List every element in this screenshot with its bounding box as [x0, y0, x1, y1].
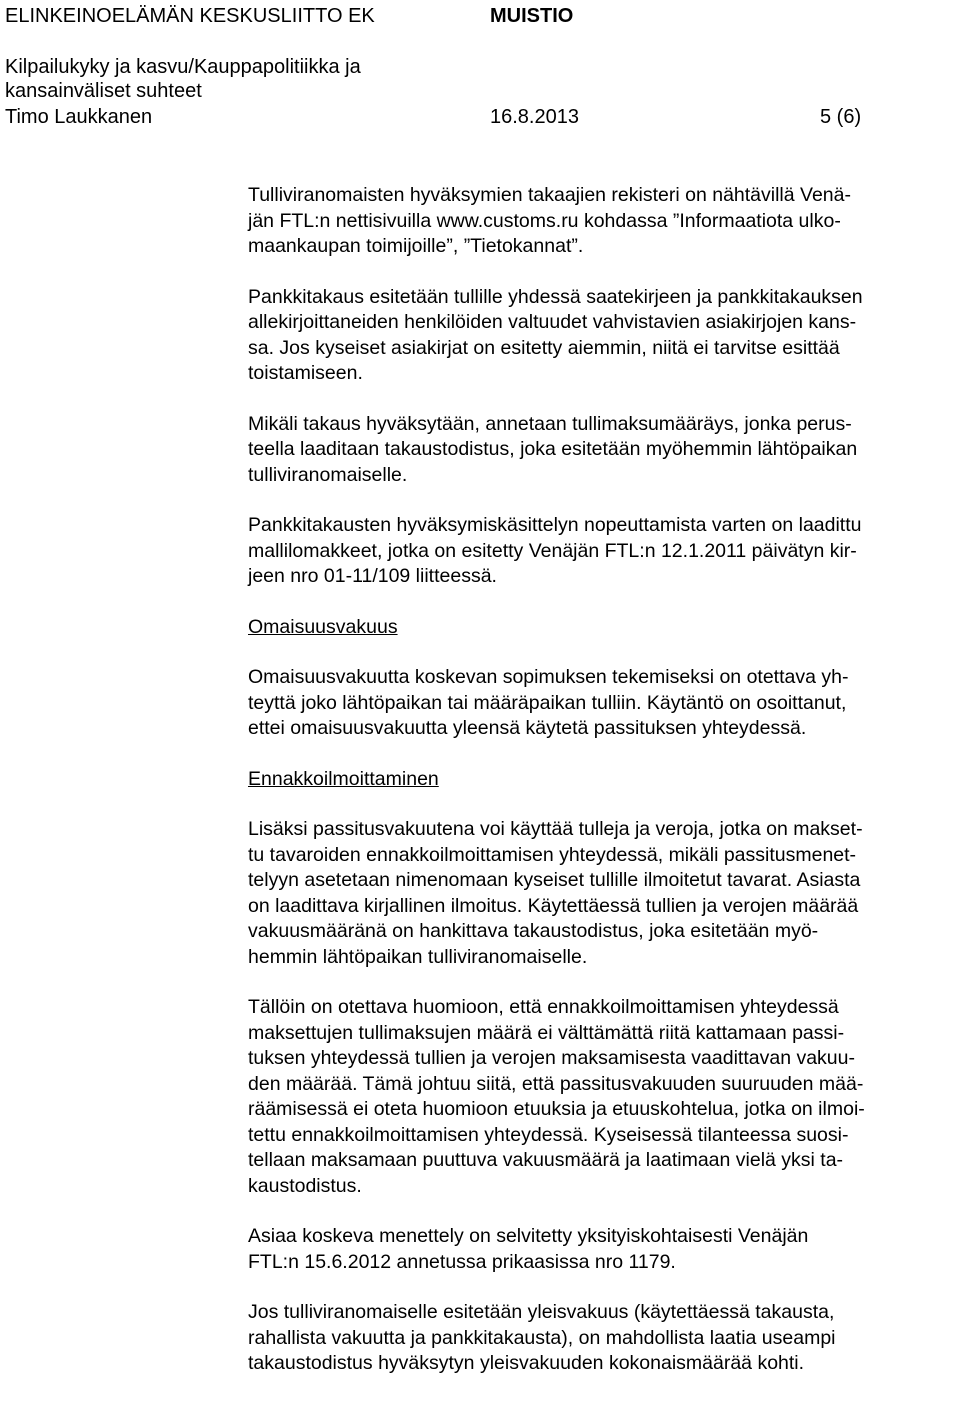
organization-name: ELINKEINOELÄMÄN KESKUSLIITTO EK [5, 5, 375, 27]
author-name: Timo Laukkanen [5, 106, 153, 128]
document-date: 16.8.2013 [490, 106, 579, 128]
document-type: MUISTIO [490, 5, 574, 27]
department-name: Kilpailukyky ja kasvu/Kauppapolitiikka ja kansainväliset suhteet [5, 56, 361, 102]
paragraph-bank-guarantee: Pankkitakaus esitetään tullille yhdessä saatekirjeen ja pankkitakauksen allekirjoittaneiden henkilöiden valtuudet vahvistavien asiakirjojen kans- sa. Jos kyseiset asiakirjat on esitetty aiemmin, niitä ei tarvitse esittää toistamiseen. [248, 285, 863, 384]
paragraph-procedure-reference: Asiaa koskeva menettely on selvitetty yksityiskohtaisesti Venäjän FTL:n 15.6.2012 annetussa prikaasissa nro 1179. [248, 1225, 809, 1273]
paragraph-guarantee-approval: Mikäli takaus hyväksytään, annetaan tullimaksumääräys, jonka perus- teella laaditaan takaustodistus, joka esitetään myöhemmin lähtöpaikan tulliviranomaiselle. [248, 412, 858, 486]
paragraph-advance-notification-note: Tällöin on otettava huomioon, että ennakkoilmoittamisen yhteydessä maksettujen tullimaksujen määrä ei välttämättä riitä kattamaan passi- tuksen yhteydessä tullien ja verojen maksamisesta vaadittavan vakuu- den määrää. Tämä johtuu siitä, että passitusvakuuden suuruuden mää- räämisessä ei oteta huomioon etuuksia ja etuuskohtelua, jotka on ilmoi- tettu ennakkoilmoittamisen yhteydessä. Kyseisessä tilanteessa suosi- tellaan maksamaan puuttuva vakuusmäärä ja laatimaan vielä yksi ta- kaustodistus. [248, 996, 865, 1197]
memo-body [248, 183, 958, 1402]
paragraph-advance-notification: Lisäksi passitusvakuutena voi käyttää tulleja ja veroja, jotka on makset- tu tavaroiden ennakkoilmoittamisen yhteydessä, mikäli passitusmenet- telyyn asetetaan nimenomaan kyseiset tullille ilmoitetut tavarat. Asiasta on laadittava kirjallinen ilmoitus. Käytettäessä tullien ja verojen määrää vakuusmääränä on hankittava takaustodistus, joka esitetään myö- hemmin lähtöpaikan tulliviranomaiselle. [248, 818, 863, 968]
page-number: 5 (6) [820, 106, 862, 128]
paragraph-model-forms: Pankkitakausten hyväksymiskäsittelyn nopeuttamista varten on laadittu mallilomakkeet, jotka on esitetty Venäjän FTL:n 12.1.2011 päivätyn kir- jeen nro 01-11/109 liitteessä. [248, 514, 862, 587]
paragraph-guarantor-registry: Tulliviranomaisten hyväksymien takaajien rekisteri on nähtävillä Venä- jän FTL:n nettisivuilla www.customs.ru kohdassa ”Informaatiota ulko- maankaupan toimijoille”, ”Tietokannat”. [248, 184, 851, 257]
section-heading-advance-notification: Ennakkoilmoittaminen [248, 767, 439, 790]
paragraph-general-guarantee: Jos tulliviranomaiselle esitetään yleisvakuus (käytettäessä takausta, rahallista vakuutta ja pankkitakausta), on mahdollista laatia useampi takaustodistus hyväksytyn yleisvakuuden kokonaismäärää kohti. [248, 1301, 836, 1374]
section-heading-property-security: Omaisuusvakuus [248, 615, 398, 638]
paragraph-property-security: Omaisuusvakuutta koskevan sopimuksen tekemiseksi on otettava yh- teyttä joko lähtöpaikan tai määräpaikan tulliin. Käytäntö on osoittanut, ettei omaisuusvakuutta yleensä käytetä passituksen yhteydessä. [248, 666, 849, 739]
